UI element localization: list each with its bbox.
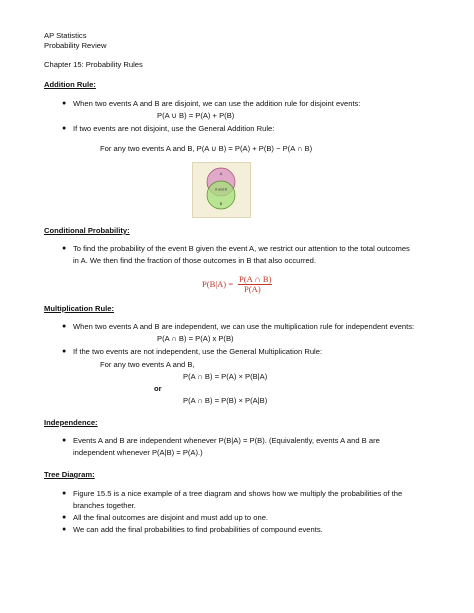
addition-bullet-general: If two events are not disjoint, use the General Addition Rule: (73, 124, 275, 133)
chapter-title: Chapter 15: Probability Rules (44, 60, 143, 69)
conditional-formula-numerator: P(A ∩ B) (239, 274, 272, 284)
tree-bullet-compound: We can add the final probabilities to find probabilities of compound events. (73, 525, 323, 534)
tree-bullet-line1: Figure 15.5 is a nice example of a tree diagram and shows how we multiply the probabilities of the (73, 489, 403, 498)
venn-label-b: B (219, 201, 223, 206)
bullet-icon: ● (62, 437, 67, 444)
or-separator: or (154, 384, 162, 393)
independence-heading: Independence: (44, 418, 98, 427)
venn-diagram (192, 162, 251, 218)
bullet-icon: ● (62, 323, 67, 330)
addition-rule-heading: Addition Rule: (44, 80, 96, 89)
bullet-icon: ● (62, 100, 67, 107)
independence-bullet-line1: Events A and B are independent whenever P(B|A) = P(B). (Equivalently, events A and B are (73, 436, 380, 445)
general-addition-formula: For any two events A and B, P(A ∪ B) = P(A) + P(B) − P(A ∩ B) (100, 144, 313, 153)
tree-bullet-line2: branches together. (73, 501, 136, 510)
general-multiplication-formula-2: P(A ∩ B) = P(B) × P(A|B) (183, 396, 268, 405)
addition-disjoint-formula: P(A ∪ B) = P(A) + P(B) (157, 111, 235, 120)
tree-diagram-heading: Tree Diagram: (44, 470, 95, 479)
document-subtitle: Probability Review (44, 41, 107, 50)
conditional-bullet-line2: in A. We then find the fraction of those outcomes in B that also occurred. (73, 256, 316, 265)
multiplication-subline: For any two events A and B, (100, 360, 195, 369)
multiplication-bullet-independent: When two events A and B are independent, we can use the multiplication rule for independent events: (73, 322, 415, 331)
general-multiplication-formula-1: P(A ∩ B) = P(A) × P(B|A) (183, 372, 268, 381)
bullet-icon: ● (62, 348, 67, 355)
bullet-icon: ● (62, 514, 67, 521)
venn-label-a: A (219, 171, 223, 176)
conditional-formula-lhs: P(B|A) = (202, 279, 234, 289)
bullet-icon: ● (62, 245, 67, 252)
tree-bullet-disjoint: All the final outcomes are disjoint and must add up to one. (73, 513, 269, 522)
addition-bullet-disjoint: When two events A and B are disjoint, we can use the addition rule for disjoint events: (73, 99, 361, 108)
independence-bullet-line2: independent whenever P(A|B) = P(A).) (73, 448, 203, 457)
venn-diagram-svg (193, 163, 250, 217)
conditional-bullet-line1: To find the probability of the event B given the event A, we restrict our attention to the total outcomes (73, 244, 410, 253)
course-title: AP Statistics (44, 31, 87, 40)
bullet-icon: ● (62, 490, 67, 497)
bullet-icon: ● (62, 125, 67, 132)
independent-multiplication-formula: P(A ∩ B) = P(A) x P(B) (157, 334, 234, 343)
multiplication-bullet-general: If the two events are not independent, use the General Multiplication Rule: (73, 347, 323, 356)
multiplication-rule-heading: Multiplication Rule: (44, 304, 115, 313)
conditional-formula-denominator: P(A) (244, 284, 261, 294)
bullet-icon: ● (62, 526, 67, 533)
venn-label-intersection: A and B (215, 187, 227, 192)
conditional-probability-heading: Conditional Probability: (44, 226, 130, 235)
